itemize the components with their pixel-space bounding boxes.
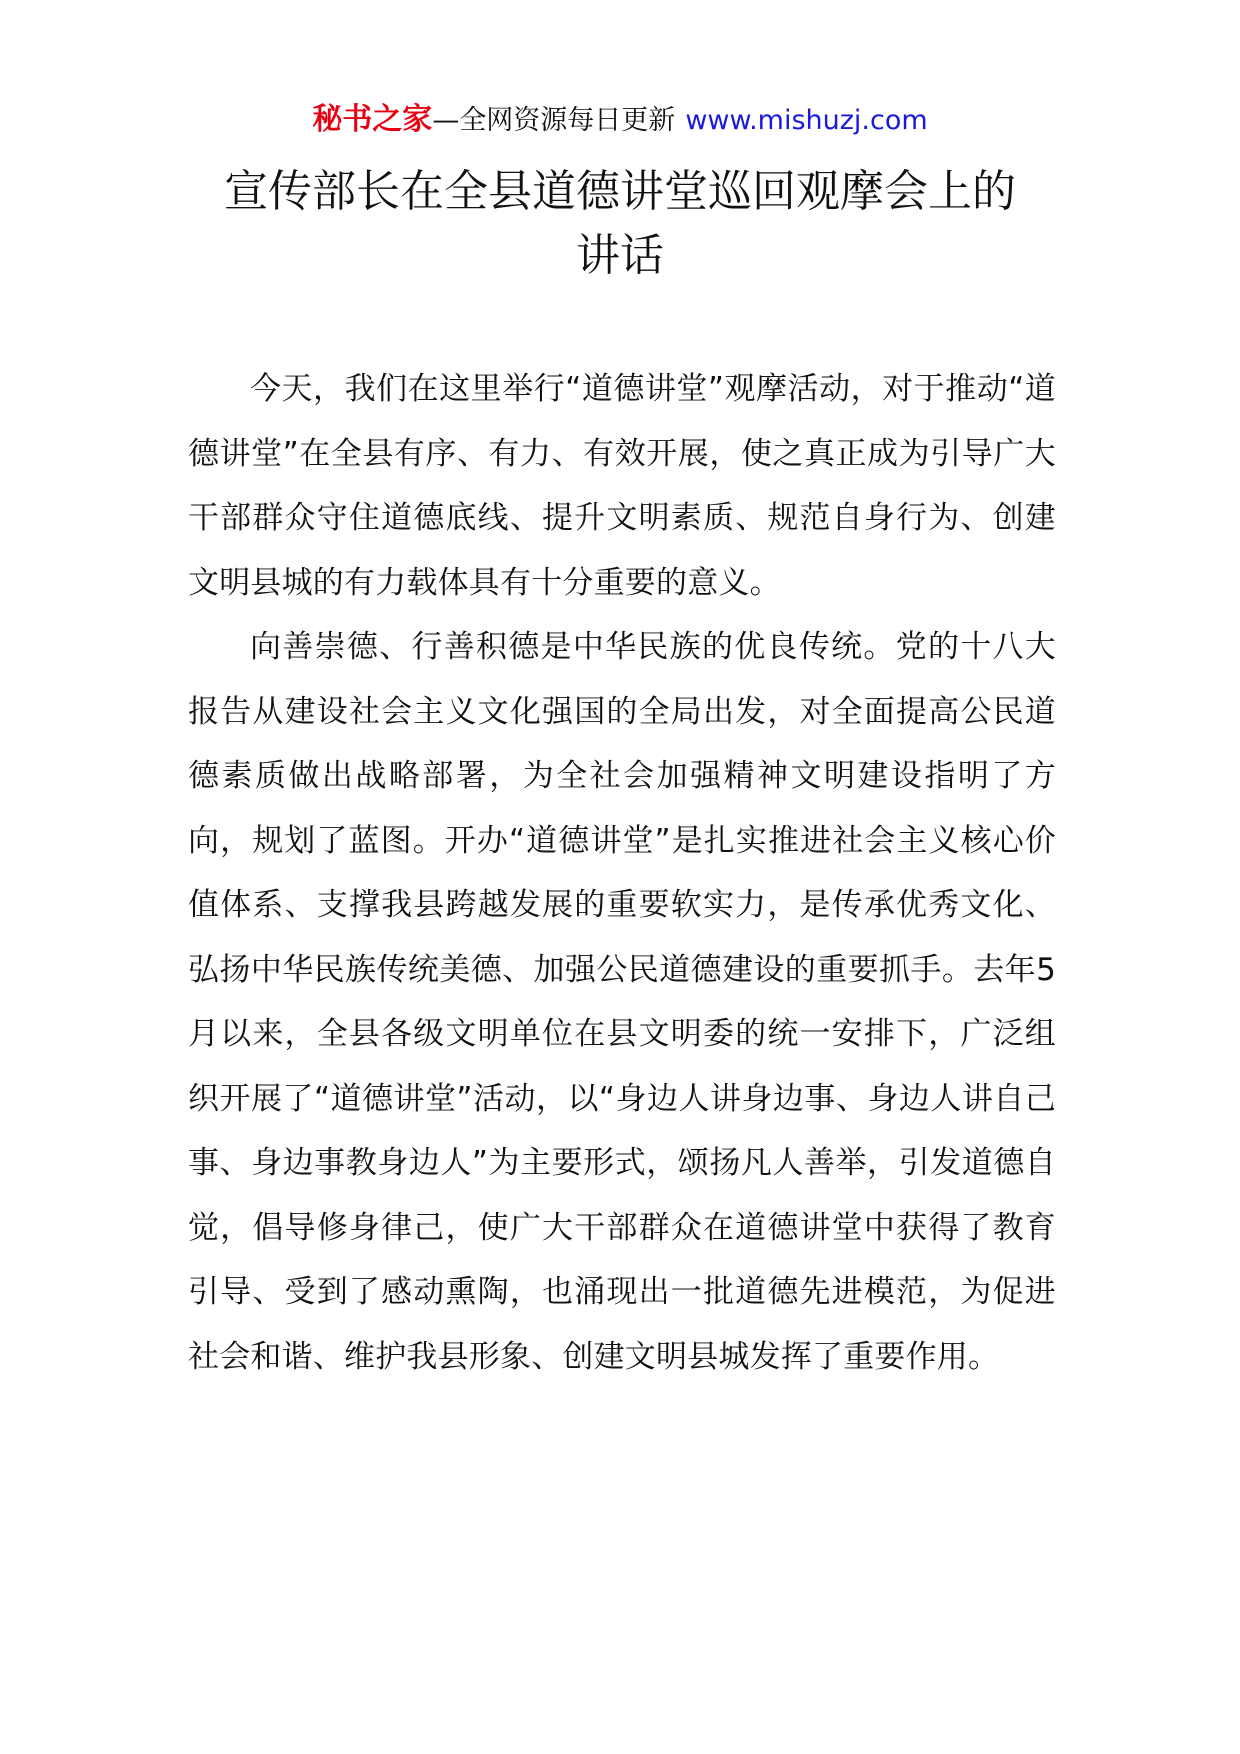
site-url-link[interactable]: www.mishuzj.com <box>685 105 928 136</box>
title-line-2: 讲话 <box>576 230 664 281</box>
site-brand: 秘书之家 <box>312 102 433 137</box>
site-header <box>0 100 1240 141</box>
paragraph-1: 今天，我们在这里举行“道德讲堂”观摩活动，对于推动“道德讲堂”在全县有序、有力、有效开展，使之真正成为引导广大干部群众守住道德底线、提升文明素质、规范自身行为、创建文明县城的有力载体具有十分重要的意义。 <box>188 371 1056 601</box>
document-title <box>190 160 1050 288</box>
site-tagline: —全网资源每日更新 <box>432 105 676 136</box>
title-line-1: 宣传部长在全县道德讲堂巡回观摩会上的 <box>224 166 1016 217</box>
paragraph-2: 向善崇德、行善积德是中华民族的优良传统。党的十八大报告从建设社会主义文化强国的全局出发，对全面提高公民道德素质做出战略部署，为全社会加强精神文明建设指明了方向，规划了蓝图。开办“道德讲堂”是扎实推进社会主义核心价值体系、支撑我县跨越发展的重要软实力，是传承优秀文化、弘扬中华民族传统美德、加强公民道德建设的重要抓手。去年5月以来，全县各级文明单位在县文明委的统一安排下，广泛组织开展了“道德讲堂”活动，以“身边人讲身边事、身边人讲自己事、身边事教身边人”为主要形式，颂扬凡人善举，引发道德自觉，倡导修身律己，使广大干部群众在道德讲堂中获得了教育引导、受到了感动熏陶，也涌现出一批道德先进模范，为促进社会和谐、维护我县形象、创建文明县城发挥了重要作用。 <box>188 629 1056 1375</box>
document-body <box>188 357 1056 1389</box>
